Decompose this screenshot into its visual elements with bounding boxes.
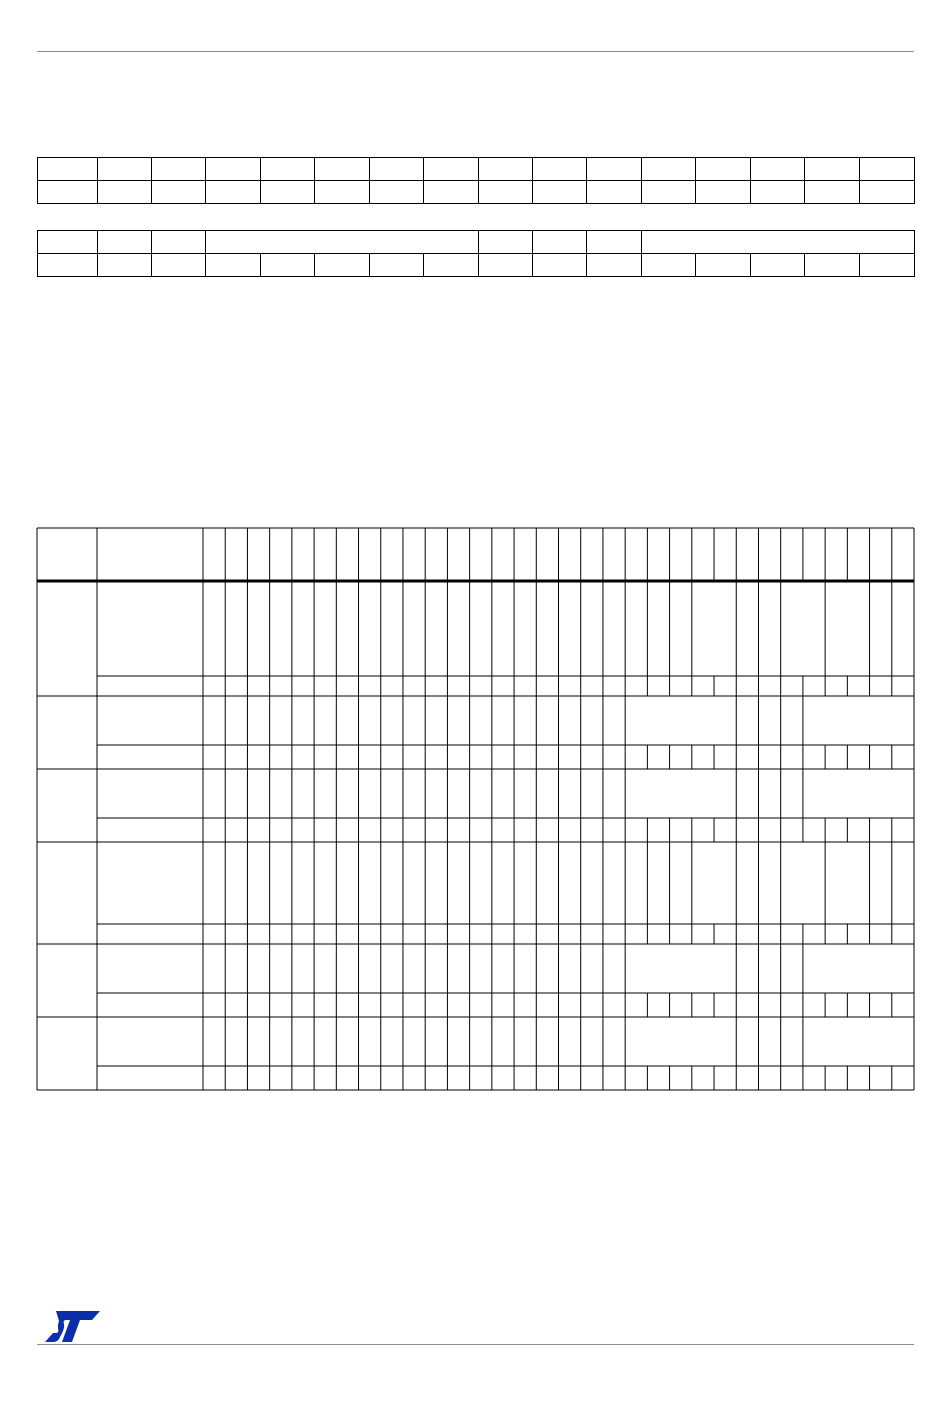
footer-rule	[37, 1344, 914, 1345]
st-logo	[44, 1309, 102, 1343]
